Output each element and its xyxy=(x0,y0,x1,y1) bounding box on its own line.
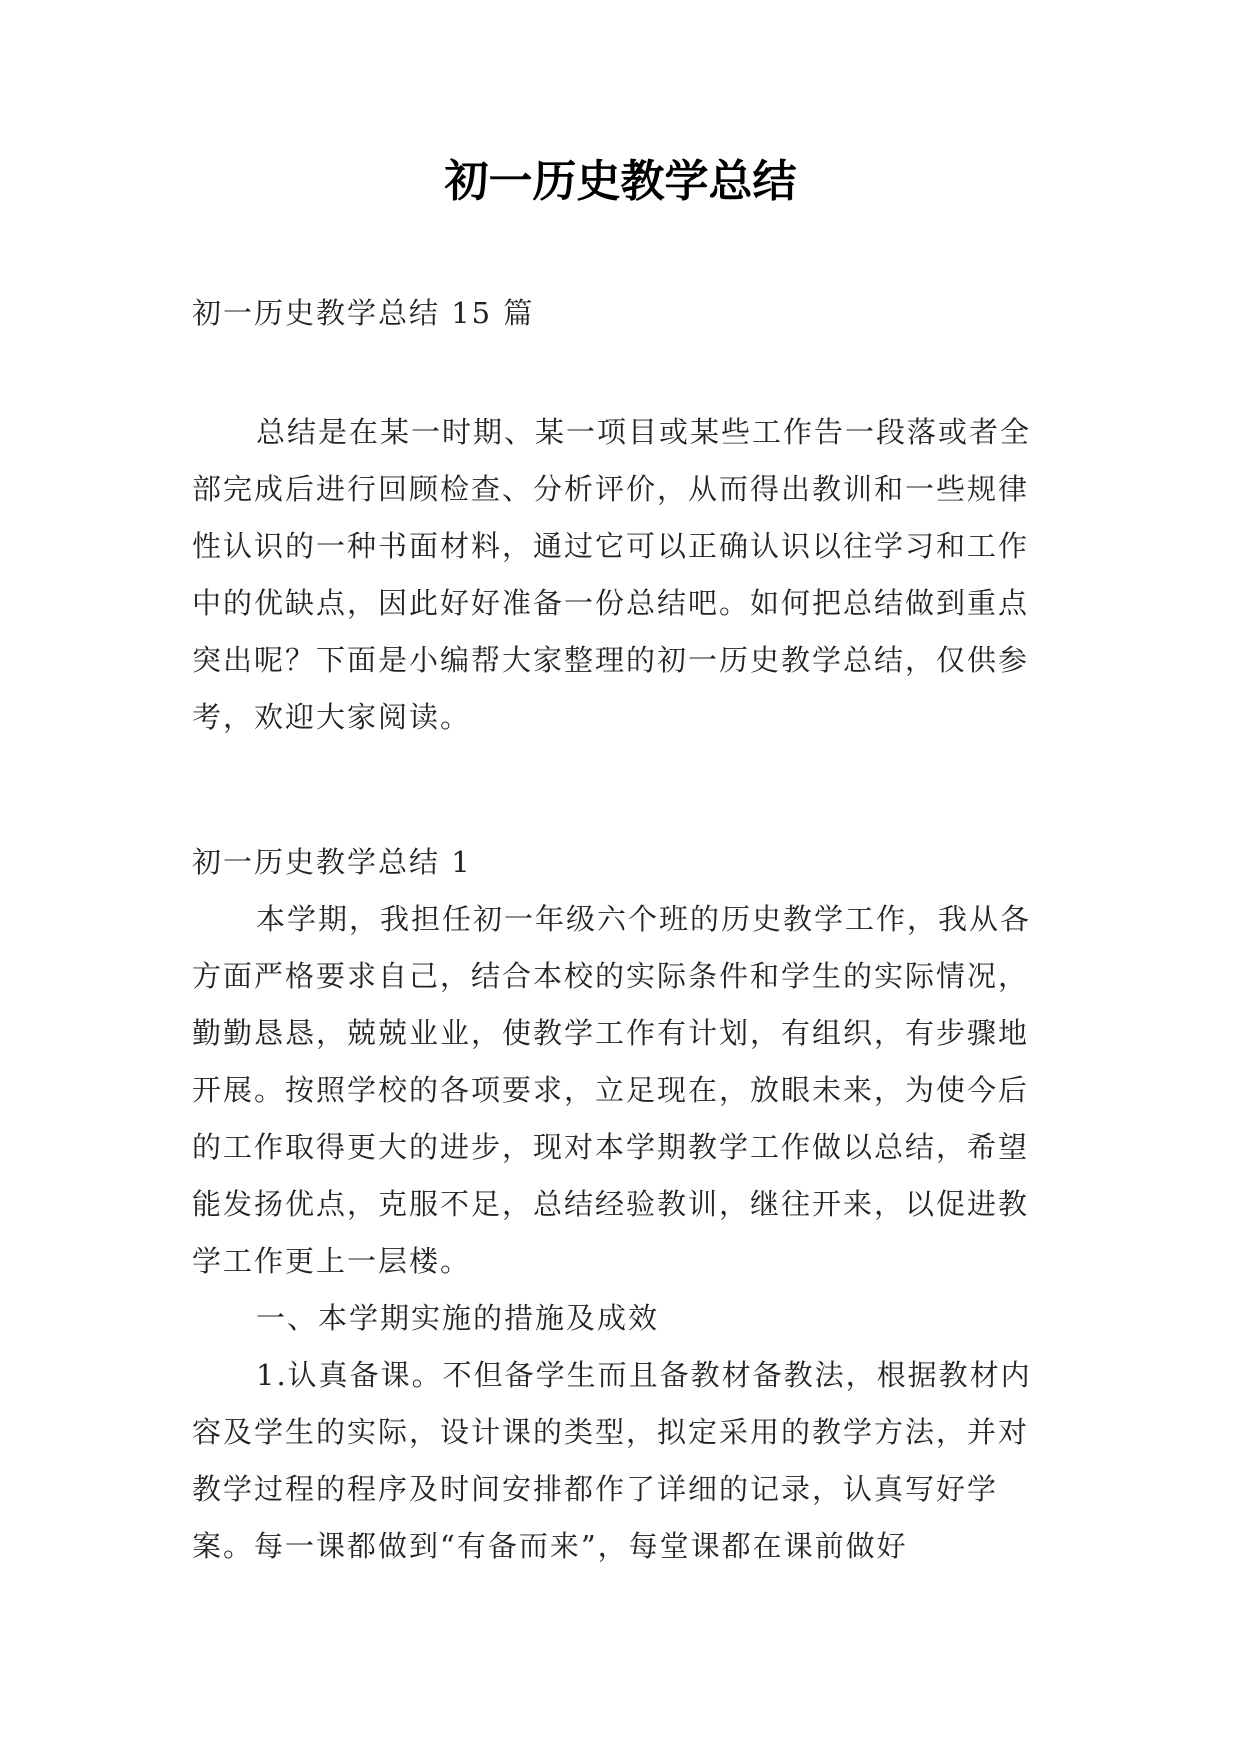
paragraph-lesson-prep: 1.认真备课。不但备学生而且备教材备教法，根据教材内容及学生的实际，设计课的类型，拟定采用的教学方法，并对教学过程的程序及时间安排都作了详细的记录，认真写好学案。每一课都做到“有备而来”，每堂课都在课前做好 xyxy=(192,1358,1032,1563)
section-heading: 初一历史教学总结 1 xyxy=(192,845,472,879)
paragraph-overview: 本学期，我担任初一年级六个班的历史教学工作，我从各方面严格要求自己，结合本校的实际条件和学生的实际情况，勤勤恳恳，兢兢业业，使教学工作有计划，有组织，有步骤地开展。按照学校的各项要求，立足现在，放眼未来，为使今后的工作取得更大的进步，现对本学期教学工作做以总结，希望能发扬优点，克服不足，总结经验教训，继往开来，以促进教学工作更上一层楼。 xyxy=(192,902,1032,1278)
document-subtitle: 初一历史教学总结 15 篇 xyxy=(192,296,535,330)
intro-paragraph: 总结是在某一时期、某一项目或某些工作告一段落或者全部完成后进行回顾检查、分析评价，从而得出教训和一些规律性认识的一种书面材料，通过它可以正确认识以往学习和工作中的优缺点，因此好好准备一份总结吧。如何把总结做到重点突出呢？下面是小编帮大家整理的初一历史教学总结，仅供参考，欢迎大家阅读。 xyxy=(192,415,1032,734)
paragraph-subheading-measures: 一、本学期实施的措施及成效 xyxy=(256,1301,660,1335)
document-title: 初一历史教学总结 xyxy=(444,156,797,207)
section-content xyxy=(192,891,1052,1575)
